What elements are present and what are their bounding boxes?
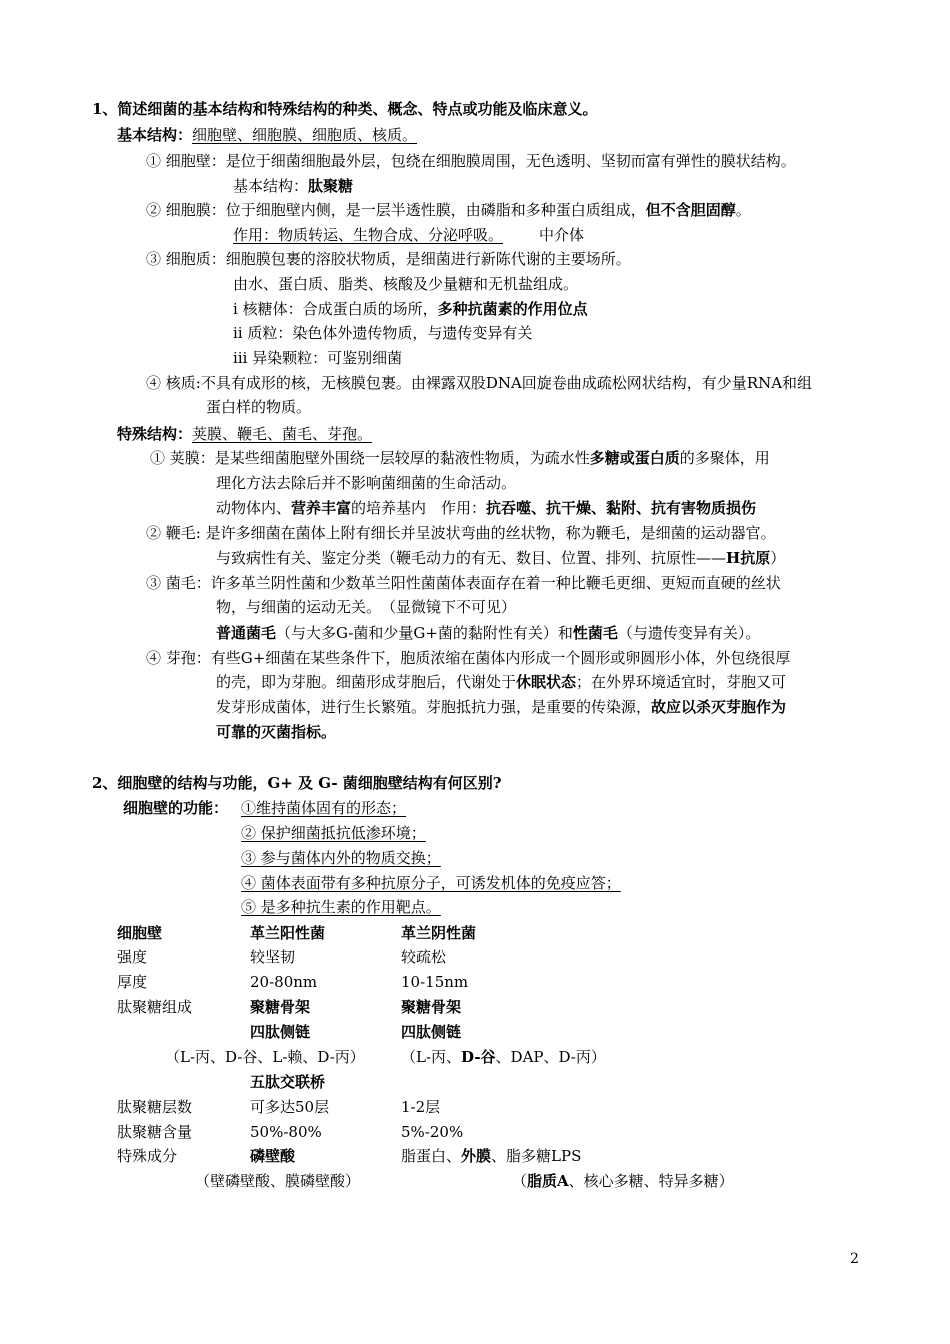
d-glu-term: D-谷 <box>461 1048 496 1066</box>
row-pg-content-label: 肽聚糖含量 <box>117 1123 193 1141</box>
nucleoid-def: ④ 核质:不具有成形的核，无核膜包裹。由裸露双股DNA回旋卷曲成疏松网状结构，有少量RNA和组 <box>146 374 813 392</box>
flagella-significance <box>216 547 785 569</box>
capsule-text: ① 荚膜：是某些细菌胞壁外围绕一层较厚的黏液性物质，为疏水性 <box>150 449 590 467</box>
pili-types-end: （与遗传变异有关）。 <box>617 624 761 642</box>
special-gn-sub-open: （ <box>512 1172 528 1190</box>
pg-amino-acids-gp: （L-丙、D-谷、L-赖、D-丙） <box>165 1048 365 1066</box>
row-thickness-gn: 10-15nm <box>401 973 469 991</box>
pg-pentapeptide-bridge: 五肽交联桥 <box>250 1073 326 1091</box>
pg-amino-acids-gn-text: （L-丙、 <box>401 1048 462 1066</box>
h-antigen-term: H抗原 <box>726 549 771 567</box>
row-thickness-gp: 20-80nm <box>250 973 318 991</box>
cell-wall-def: ① 细胞壁：是位于细菌细胞最外层，包绕在细胞膜周围，无色透明、坚韧而富有弹性的膜状结构。 <box>146 152 796 170</box>
lipid-a-term: 脂质A <box>527 1172 569 1190</box>
special-gn-end: 、脂多糖LPS <box>491 1147 582 1165</box>
pg-amino-acids-gn <box>401 1046 606 1068</box>
cell-wall-basic-label: 基本结构： <box>233 177 309 195</box>
cytoplasm-composition: 由水、蛋白质、脂类、核酸及少量糖和无机盐组成。 <box>233 275 579 293</box>
wall-function-3: ③ 参与菌体内外的物质交换； <box>241 849 441 867</box>
row-thickness-label: 厚度 <box>117 973 148 991</box>
flagella-def: ② 鞭毛: 是许多细菌在菌体上附有细长并呈波状弯曲的丝状物，称为鞭毛，是细菌的运动器官。 <box>146 524 776 542</box>
wall-function-4: ④ 菌体表面带有多种抗原分子，可诱发机体的免疫应答； <box>241 874 621 892</box>
special-gn-text: 脂蛋白、 <box>401 1147 462 1165</box>
pg-tetrapeptide-gp: 四肽侧链 <box>250 1023 311 1041</box>
sterilization-indicator-term: 故应以杀灭芽胞作为 <box>651 698 787 716</box>
flagella-significance-end: ） <box>770 549 786 567</box>
special-gp-sub: （壁磷壁酸、膜磷壁酸） <box>195 1172 361 1190</box>
metachromatic-granule-line: ⅲ 异染颗粒：可鉴别细菌 <box>233 349 403 367</box>
nutrient-rich-term: 营养丰富 <box>291 499 352 517</box>
capsule-function-list: 抗吞噬、抗干燥、黏附、抗有害物质损伤 <box>486 499 757 517</box>
capsule-polysaccharide-term: 多糖或蛋白质 <box>589 449 680 467</box>
wall-function-5: ⑤ 是多种抗生素的作用靶点。 <box>241 898 441 916</box>
pili-types <box>216 622 760 644</box>
capsule-function <box>216 497 756 519</box>
no-cholesterol-term: 但不含胆固醇 <box>645 201 736 219</box>
row-strength-gp: 较坚韧 <box>250 948 296 966</box>
table-header-wall: 细胞壁 <box>117 924 163 942</box>
outer-membrane-term: 外膜 <box>461 1147 492 1165</box>
row-strength-label: 强度 <box>117 948 148 966</box>
special-structure-line <box>117 423 372 445</box>
spore-text: 的壳，即为芽胞。细菌形成芽胞后，代谢处于 <box>216 673 517 691</box>
ribosome-line <box>233 298 588 320</box>
ribosome-text: ⅰ 核糖体：合成蛋白质的场所， <box>233 300 438 318</box>
table-header-gram-negative: 革兰阴性菌 <box>401 924 477 942</box>
pg-amino-acids-gn-end: 、DAP、D-丙） <box>495 1048 606 1066</box>
cytoplasm-def: ③ 细胞质：细胞膜包裹的溶胶状物质，是细菌进行新陈代谢的主要场所。 <box>146 250 631 268</box>
special-gn-sub <box>512 1170 734 1192</box>
cell-membrane-function <box>233 224 584 246</box>
row-pg-layers-label: 肽聚糖层数 <box>117 1098 193 1116</box>
capsule-text-end: 的多聚体，用 <box>679 449 770 467</box>
spore-def: ④ 芽孢：有些G+细菌在某些条件下，胞质浓缩在菌体内形成一个圆形或卵圆形小体，外包绕很厚 <box>146 649 791 667</box>
spore-significance <box>216 696 786 718</box>
capsule-def-cont: 理化方法去除后并不影响菌细菌的生命活动。 <box>216 474 517 492</box>
special-gp-teichoic: 磷壁酸 <box>250 1147 296 1165</box>
sterilization-indicator-cont: 可靠的灭菌指标。 <box>216 723 337 741</box>
dormant-state-term: 休眠状态 <box>516 673 577 691</box>
wall-function-1: ①维持菌体固有的形态； <box>241 799 407 817</box>
pg-glycan-gn: 聚糖骨架 <box>401 998 462 1016</box>
row-strength-gn: 较疏松 <box>401 948 447 966</box>
mesosome-term: 中介体 <box>539 226 585 244</box>
cell-wall-basic <box>233 175 353 197</box>
flagella-significance-text: 与致病性有关、鉴定分类（鞭毛动力的有无、数目、位置、排列、抗原性—— <box>216 549 727 567</box>
row-pg-layers-gn: 1-2层 <box>401 1098 441 1116</box>
basic-structure-list: 细胞壁、细胞膜、细胞质、核质。 <box>192 126 418 144</box>
membrane-function-text: 作用：物质转运、生物合成、分泌呼吸。 <box>233 226 504 244</box>
pg-tetrapeptide-gn: 四肽侧链 <box>401 1023 462 1041</box>
special-gn <box>401 1145 581 1167</box>
basic-structure-label: 基本结构： <box>117 126 193 144</box>
pg-glycan-gp: 聚糖骨架 <box>250 998 311 1016</box>
pili-types-text: （与大多G-菌和少量G+菌的黏附性有关）和 <box>276 624 573 642</box>
row-pg-layers-gp: 可多达50层 <box>250 1098 330 1116</box>
table-header-gram-positive: 革兰阳性菌 <box>250 924 326 942</box>
wall-function-2: ② 保护细菌抵抗低渗环境； <box>241 824 426 842</box>
spore-significance-text: 发芽形成菌体，进行生长繁殖。芽胞抵抗力强，是重要的传染源， <box>216 698 652 716</box>
row-pg-composition-label: 肽聚糖组成 <box>117 998 193 1016</box>
basic-structure-line <box>117 124 417 146</box>
spore-text-end: ；在外界环境适宜时，芽胞又可 <box>576 673 787 691</box>
wall-function-label: 细胞壁的功能： <box>123 799 229 817</box>
cell-membrane-text: ② 细胞膜：位于细胞壁内侧，是一层半透性膜，由磷脂和多种蛋白质组成， <box>146 201 646 219</box>
special-structure-list: 荚膜、鞭毛、菌毛、芽孢。 <box>192 425 373 443</box>
special-structure-label: 特殊结构： <box>117 425 193 443</box>
cell-membrane-end: 。 <box>735 201 751 219</box>
capsule-def <box>150 447 770 469</box>
capsule-env-text: 动物体内、 <box>216 499 292 517</box>
special-gn-sub-rest: 、核心多糖、特异多糖） <box>568 1172 734 1190</box>
ribosome-target-term: 多种抗菌素的作用位点 <box>437 300 588 318</box>
row-pg-content-gp: 50%-80% <box>250 1123 322 1141</box>
row-special-label: 特殊成分 <box>117 1147 178 1165</box>
q2-title: 2、细胞壁的结构与功能，G+ 及 G- 菌细胞壁结构有何区别? <box>92 774 502 792</box>
common-pili-term: 普通菌毛 <box>216 624 277 642</box>
row-pg-content-gn: 5%-20% <box>401 1123 464 1141</box>
peptidoglycan-term: 肽聚糖 <box>308 177 354 195</box>
spore-def-cont <box>216 671 786 693</box>
q1-title: 1、简述细菌的基本结构和特殊结构的种类、概念、特点或功能及临床意义。 <box>92 100 598 118</box>
pili-def-cont: 物，与细菌的运动无关。 （显微镜下不可见） <box>216 598 517 616</box>
cell-membrane-def <box>146 199 751 221</box>
capsule-function-label: 的培养基内 作用： <box>351 499 487 517</box>
plasmid-line: ⅱ 质粒：染色体外遗传物质，与遗传变异有关 <box>233 324 533 342</box>
page-number: 2 <box>850 1251 859 1267</box>
nucleoid-def-cont: 蛋白样的物质。 <box>206 398 312 416</box>
sex-pili-term: 性菌毛 <box>572 624 618 642</box>
pili-def: ③ 菌毛：许多革兰阴性菌和少数革兰阳性菌菌体表面存在着一种比鞭毛更细、更短而直硬的丝状 <box>146 574 781 592</box>
